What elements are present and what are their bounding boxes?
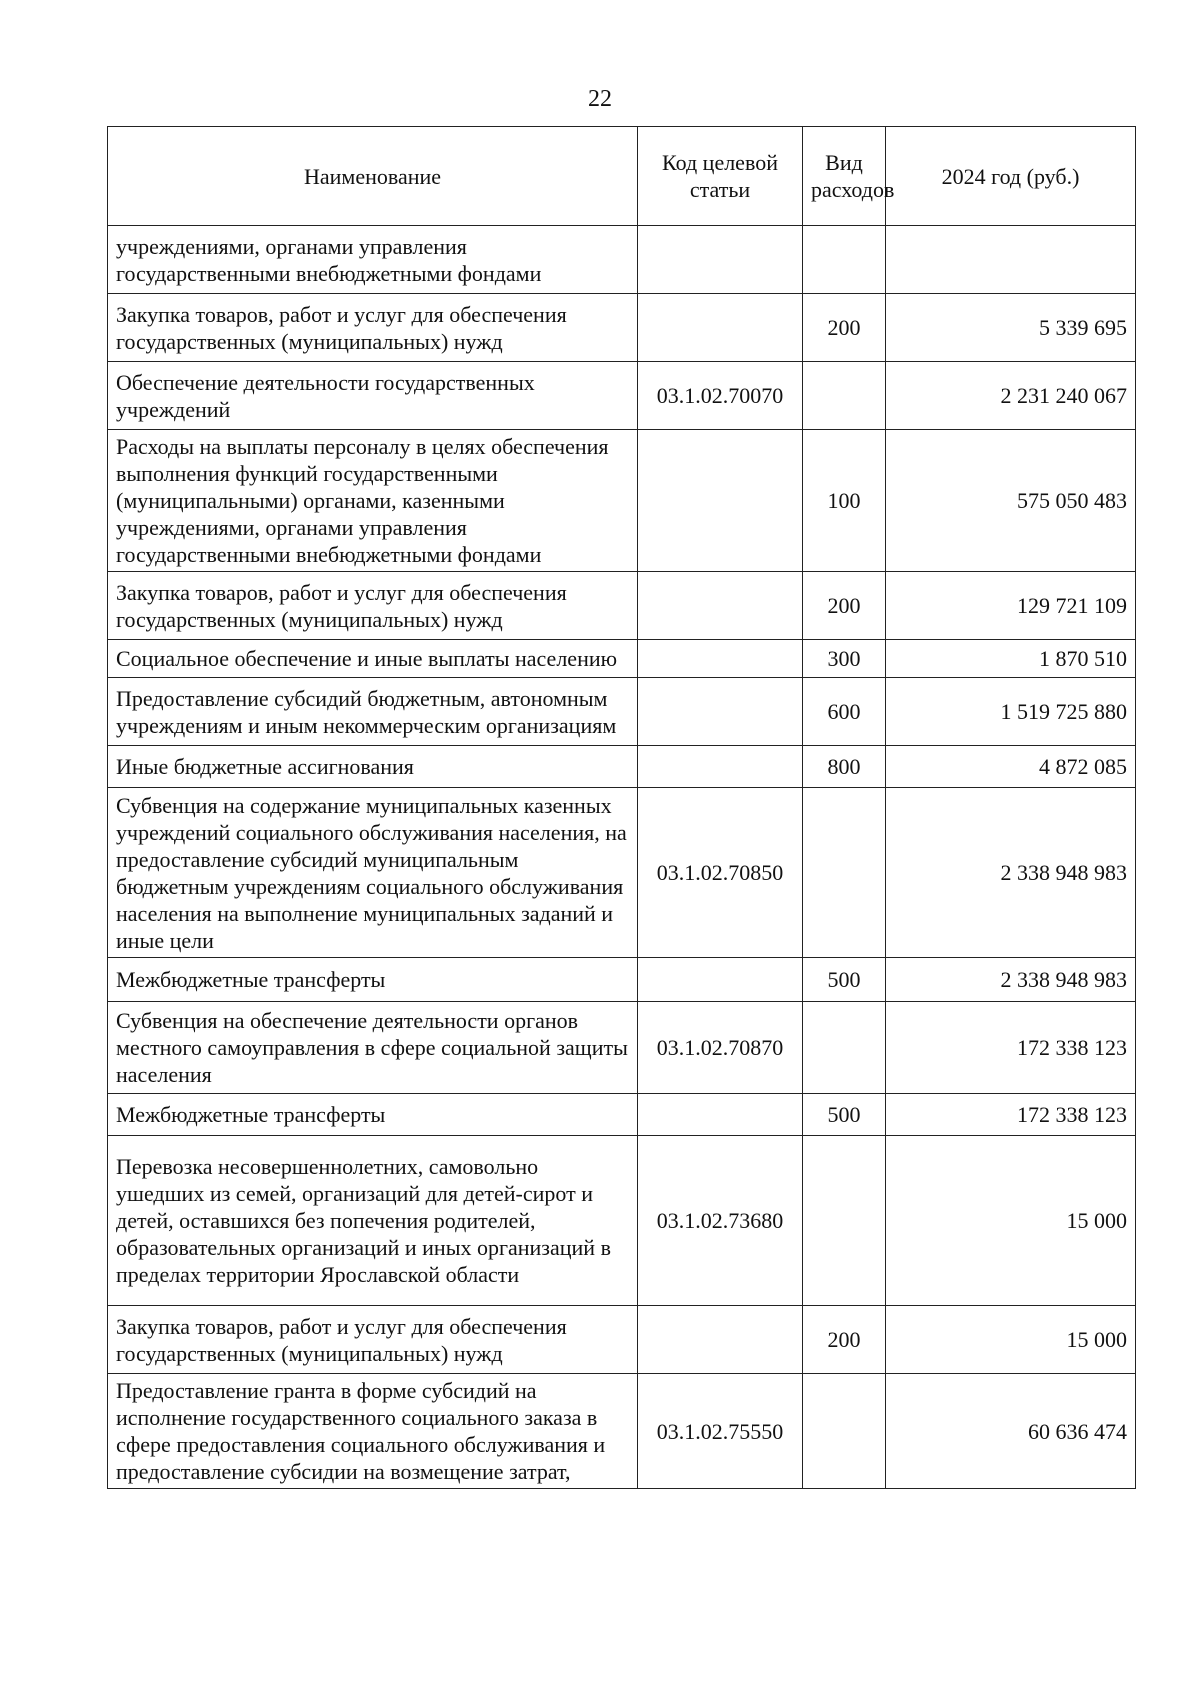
code-cell [638, 640, 803, 678]
amount-cell: 172 338 123 [886, 1094, 1136, 1136]
amount-cell: 2 231 240 067 [886, 362, 1136, 430]
type-cell: 600 [803, 678, 886, 746]
type-cell: 200 [803, 572, 886, 640]
name-cell: Расходы на выплаты персоналу в целях обеспечения выполнения функций государственными (муниципальными) органами, казенными учреждениями, органами управления государственными внебюджетными фондами [108, 430, 638, 572]
name-cell: Закупка товаров, работ и услуг для обеспечения государственных (муниципальных) нужд [108, 572, 638, 640]
code-cell [638, 678, 803, 746]
amount-cell [886, 226, 1136, 294]
amount-cell: 15 000 [886, 1306, 1136, 1374]
page-number: 22 [588, 86, 612, 112]
table-row [108, 788, 1136, 958]
table-row [108, 226, 1136, 294]
table-row [108, 572, 1136, 640]
code-cell [638, 958, 803, 1002]
name-cell: Межбюджетные трансферты [108, 1094, 638, 1136]
code-cell [638, 226, 803, 294]
table-row [108, 1306, 1136, 1374]
type-cell: 300 [803, 640, 886, 678]
table-row [108, 958, 1136, 1002]
table-row [108, 746, 1136, 788]
table-row [108, 1136, 1136, 1306]
type-cell [803, 226, 886, 294]
code-cell: 03.1.02.70870 [638, 1002, 803, 1094]
amount-cell: 1 870 510 [886, 640, 1136, 678]
amount-cell: 172 338 123 [886, 1002, 1136, 1094]
name-cell: Иные бюджетные ассигнования [108, 746, 638, 788]
amount-cell: 15 000 [886, 1136, 1136, 1306]
table-row [108, 294, 1136, 362]
table-row [108, 362, 1136, 430]
type-cell [803, 362, 886, 430]
amount-cell: 575 050 483 [886, 430, 1136, 572]
amount-cell: 1 519 725 880 [886, 678, 1136, 746]
type-cell [803, 788, 886, 958]
code-cell [638, 430, 803, 572]
code-cell: 03.1.02.75550 [638, 1374, 803, 1489]
type-cell: 800 [803, 746, 886, 788]
table-row [108, 430, 1136, 572]
header-name: Наименование [108, 127, 638, 226]
name-cell: Субвенция на содержание муниципальных казенных учреждений социального обслуживания населения, на предоставление субсидий муниципальным бюджетным учреждениям социального обслуживания населения на выполнение муниципальных заданий и иные цели [108, 788, 638, 958]
amount-cell: 60 636 474 [886, 1374, 1136, 1489]
table-row [108, 1374, 1136, 1489]
code-cell [638, 1094, 803, 1136]
table-row [108, 1002, 1136, 1094]
amount-cell: 4 872 085 [886, 746, 1136, 788]
amount-cell: 129 721 109 [886, 572, 1136, 640]
code-cell: 03.1.02.70850 [638, 788, 803, 958]
table-row [108, 678, 1136, 746]
amount-cell: 2 338 948 983 [886, 958, 1136, 1002]
name-cell: Субвенция на обеспечение деятельности органов местного самоуправления в сфере социальной защиты населения [108, 1002, 638, 1094]
type-cell: 200 [803, 1306, 886, 1374]
header-code: Код целевой статьи [638, 127, 803, 226]
name-cell: учреждениями, органами управления государственными внебюджетными фондами [108, 226, 638, 294]
table-row [108, 640, 1136, 678]
name-cell: Обеспечение деятельности государственных учреждений [108, 362, 638, 430]
type-cell: 200 [803, 294, 886, 362]
amount-cell: 5 339 695 [886, 294, 1136, 362]
name-cell: Социальное обеспечение и иные выплаты населению [108, 640, 638, 678]
code-cell: 03.1.02.73680 [638, 1136, 803, 1306]
name-cell: Закупка товаров, работ и услуг для обеспечения государственных (муниципальных) нужд [108, 294, 638, 362]
code-cell: 03.1.02.70070 [638, 362, 803, 430]
budget-table [107, 126, 1136, 1489]
amount-cell: 2 338 948 983 [886, 788, 1136, 958]
table-header-row [108, 127, 1136, 226]
code-cell [638, 1306, 803, 1374]
type-cell: 100 [803, 430, 886, 572]
name-cell: Предоставление субсидий бюджетным, автономным учреждениям и иным некоммерческим организациям [108, 678, 638, 746]
name-cell: Перевозка несовершеннолетних, самовольно ушедших из семей, организаций для детей-сирот и детей, оставшихся без попечения родителей, образовательных организаций и иных организаций в пределах территории Ярославской области [108, 1136, 638, 1306]
table-body [108, 226, 1136, 1489]
code-cell [638, 572, 803, 640]
type-cell [803, 1374, 886, 1489]
type-cell [803, 1002, 886, 1094]
header-amount: 2024 год (руб.) [886, 127, 1136, 226]
type-cell [803, 1136, 886, 1306]
type-cell: 500 [803, 1094, 886, 1136]
code-cell [638, 746, 803, 788]
name-cell: Предоставление гранта в форме субсидий на исполнение государственного социального заказа в сфере предоставления социального обслуживания и предоставление субсидии на возмещение затрат, [108, 1374, 638, 1489]
header-type: Вид расходов [803, 127, 886, 226]
table-row [108, 1094, 1136, 1136]
name-cell: Закупка товаров, работ и услуг для обеспечения государственных (муниципальных) нужд [108, 1306, 638, 1374]
name-cell: Межбюджетные трансферты [108, 958, 638, 1002]
type-cell: 500 [803, 958, 886, 1002]
code-cell [638, 294, 803, 362]
